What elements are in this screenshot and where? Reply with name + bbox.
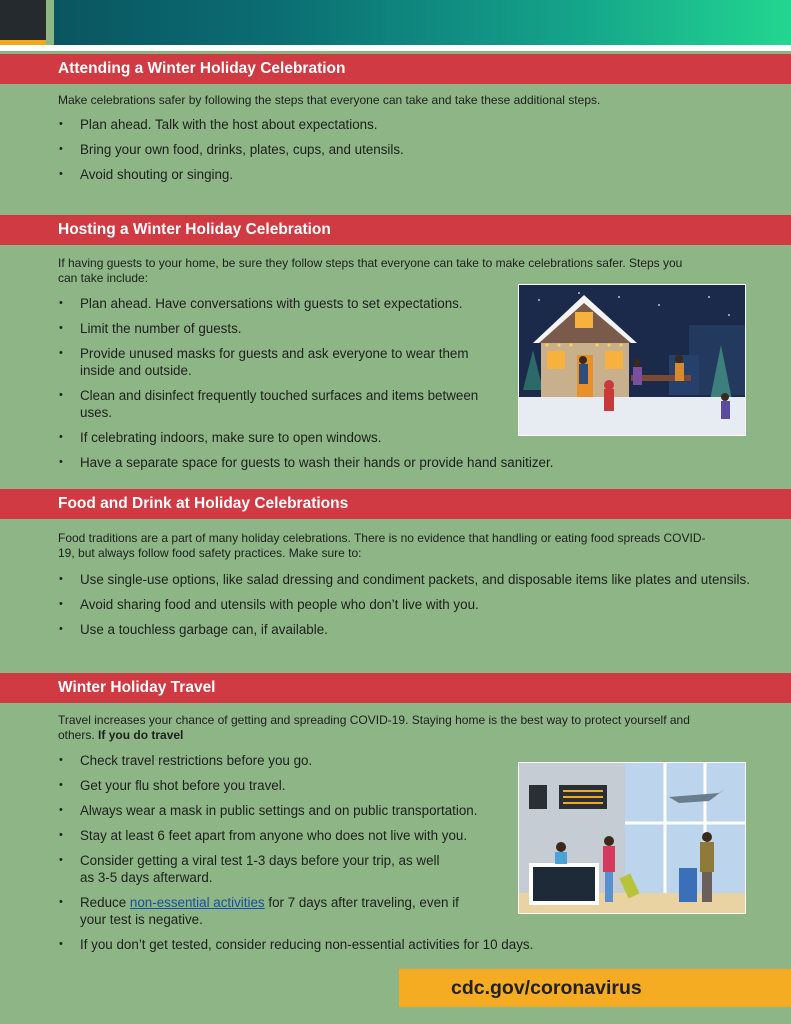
list-item [58, 894, 470, 928]
list-item: • Have a separate space for guests to wash their hands or provide hand sanitizer. [58, 454, 560, 471]
section-food-list [58, 571, 758, 646]
list-item: • Provide unused masks for guests and ask everyone to wear them inside and outside. [58, 345, 480, 379]
section-travel-intro [58, 713, 718, 743]
non-essential-activities-link[interactable]: non-essential activities [129, 895, 265, 910]
section-travel-title: Winter Holiday Travel [0, 673, 791, 703]
list-item: • Check travel restrictions before you go. [58, 752, 518, 769]
list-item: • Stay at least 6 feet apart from anyone who does not live with you. [58, 827, 518, 844]
list-item: • Consider getting a viral test 1-3 days before your trip, as well as 3-5 days afterward. [58, 852, 450, 886]
list-item: • Limit the number of guests. [58, 320, 508, 337]
section-food-title: Food and Drink at Holiday Celebrations [0, 489, 791, 519]
section-hosting-title: Hosting a Winter Holiday Celebration [0, 215, 791, 245]
reduce-text-rest: for 7 days after traveling, even if your test is negative. [80, 895, 459, 927]
list-item: • Clean and disinfect frequently touched surfaces and items between uses. [58, 387, 508, 421]
header-divider [0, 45, 791, 51]
section-food-intro: Food traditions are a part of many holiday celebrations. There is no evidence that handling or eating food spreads COVID-19, but always follow food safety practices. Make sure to: [58, 531, 706, 560]
list-item: • Always wear a mask in public settings and on public transportation. [58, 802, 518, 819]
list-item: • Bring your own food, drinks, plates, cups, and utensils. [58, 141, 738, 158]
travel-intro-bold: If you do travel [98, 728, 184, 742]
winter-house-illustration [518, 284, 746, 436]
list-item: • Get your flu shot before you travel. [58, 777, 518, 794]
section-hosting-list [58, 295, 554, 479]
list-item: • Plan ahead. Have conversations with guests to set expectations. [58, 295, 508, 312]
list-item: • If you don’t get tested, consider reducing non-essential activities for 10 days. [58, 936, 560, 953]
section-attending-intro: Make celebrations safer by following the steps that everyone can take and take these additional steps. [58, 93, 601, 107]
section-attending-title: Attending a Winter Holiday Celebration [0, 54, 791, 84]
list-item: • Use a touchless garbage can, if available. [58, 621, 758, 638]
list-item: • Avoid shouting or singing. [58, 166, 738, 183]
list-item: • If celebrating indoors, make sure to open windows. [58, 429, 508, 446]
list-item: • Avoid sharing food and utensils with people who don’t live with you. [58, 596, 758, 613]
travel-intro-text: Travel increases your chance of getting and spreading COVID-19. Staying home is the best way to protect yourself and others. [58, 713, 690, 742]
section-hosting-intro: If having guests to your home, be sure they follow steps that everyone can take to make celebrations safer. Steps you can take include: [58, 256, 683, 285]
list-item: • Plan ahead. Talk with the host about expectations. [58, 116, 738, 133]
section-attending-list [58, 116, 738, 191]
reduce-text: Reduce [80, 895, 127, 910]
header-dark-block [0, 0, 46, 44]
footer-url-bar[interactable]: cdc.gov/coronavirus [399, 969, 791, 1007]
airport-travel-illustration [518, 762, 746, 914]
list-item: • Use single-use options, like salad dressing and condiment packets, and disposable items like plates and utensils. [58, 571, 758, 588]
header-gradient-banner [54, 0, 791, 45]
section-travel-list [58, 752, 534, 961]
